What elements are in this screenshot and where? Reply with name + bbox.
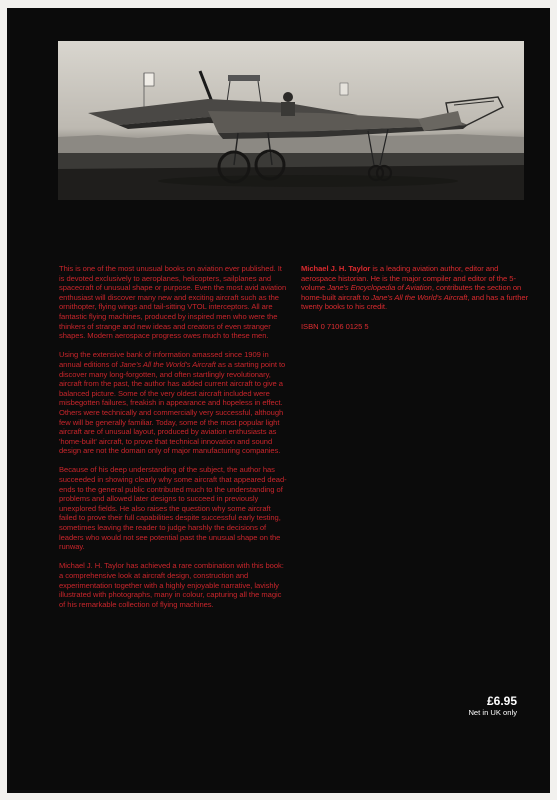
isbn: ISBN 0 7106 0125 5 xyxy=(301,321,369,331)
author-bio xyxy=(301,264,531,312)
author-name: Michael J. H. Taylor xyxy=(301,264,371,273)
encyclopedia-title: Jane's Encyclopedia of Aviation xyxy=(327,283,432,293)
blurb-paragraph-4: Michael J. H. Taylor has achieved a rare combination with this book: a comprehensive look at aircraft design, construction and experimentation together with a highly enjoyable narrative, lavishly illustrated with photographs, many in colour, capturing all the magic of his remarkable collection of flying machines. xyxy=(59,561,284,609)
author-bio-part-1: is a leading aviation author, editor and aerospace historian. He is the major compiler and editor of the 5-volume xyxy=(301,264,516,293)
author-column xyxy=(301,264,531,341)
blurb-paragraph-1: This is one of the most unusual books on aviation ever published. It is devoted exclusively to aeroplanes, helicopters, sailplanes and spacecraft of unusual shape or purpose. Even the most avid aviation enthusiast will discover many new and exciting aircraft such as the ornithopter, flying wings and tail-sitting VTOL interceptors. All are fantastic flying machines, produced by inspired men who were the thinkers of strange and new ideas and creators of even stranger shapes. Modern aerospace progress owes much to these men. xyxy=(59,264,287,341)
blurb-paragraph-2-start: Using the extensive bank of information amassed since 1909 in annual editions of xyxy=(59,350,269,369)
blurb-paragraph-2 xyxy=(59,350,289,456)
author-bio-part-3: , and has a further twenty books to his credit. xyxy=(301,292,529,312)
aircraft-photo xyxy=(58,41,524,200)
back-cover xyxy=(7,8,550,793)
price-block xyxy=(468,694,517,718)
price-note: Net in UK only xyxy=(468,708,517,717)
janes-aircraft-title-2: Jane's All the World's Aircraft xyxy=(371,292,468,302)
author-bio-part-2: , contributes the section on home-built aircraft to xyxy=(301,283,522,302)
blurb-column xyxy=(59,264,289,619)
price-amount: £6.95 xyxy=(486,694,517,708)
janes-aircraft-title: Jane's All the World's Aircraft xyxy=(119,359,216,369)
blurb-paragraph-2-end: as a starting point to discover many long-forgotten, and often startlingly revolutionary, aircraft from the past, the author has added current aircraft to give a balanced picture. Some of the very oldest aircraft included were misbegotten failures, freakish in appearance and hopeless in effect. Others were technically and commercially very successful, although few will be generally familiar. Today, some of the most popular light aircraft are of unusual layout, produced by aviation enthusiasts as 'home-built' aircraft, to prove that technical innovation and sound design are not the domain only of major manufacturing companies. xyxy=(59,359,286,456)
blurb-paragraph-3: Because of his deep understanding of the subject, the author has succeeded in showing clearly why some aircraft that appeared dead-ends to the general public contributed much to the understanding of problems and allowed later designs to succeed in previously unexplored fields. He also raises the question why some aircraft failed to prove their full capabilities despite successful early testing, sometimes leaving the reader to judge harshly the decisions of leaders who would not see potential past the unusual shape on the runway. xyxy=(59,465,287,552)
